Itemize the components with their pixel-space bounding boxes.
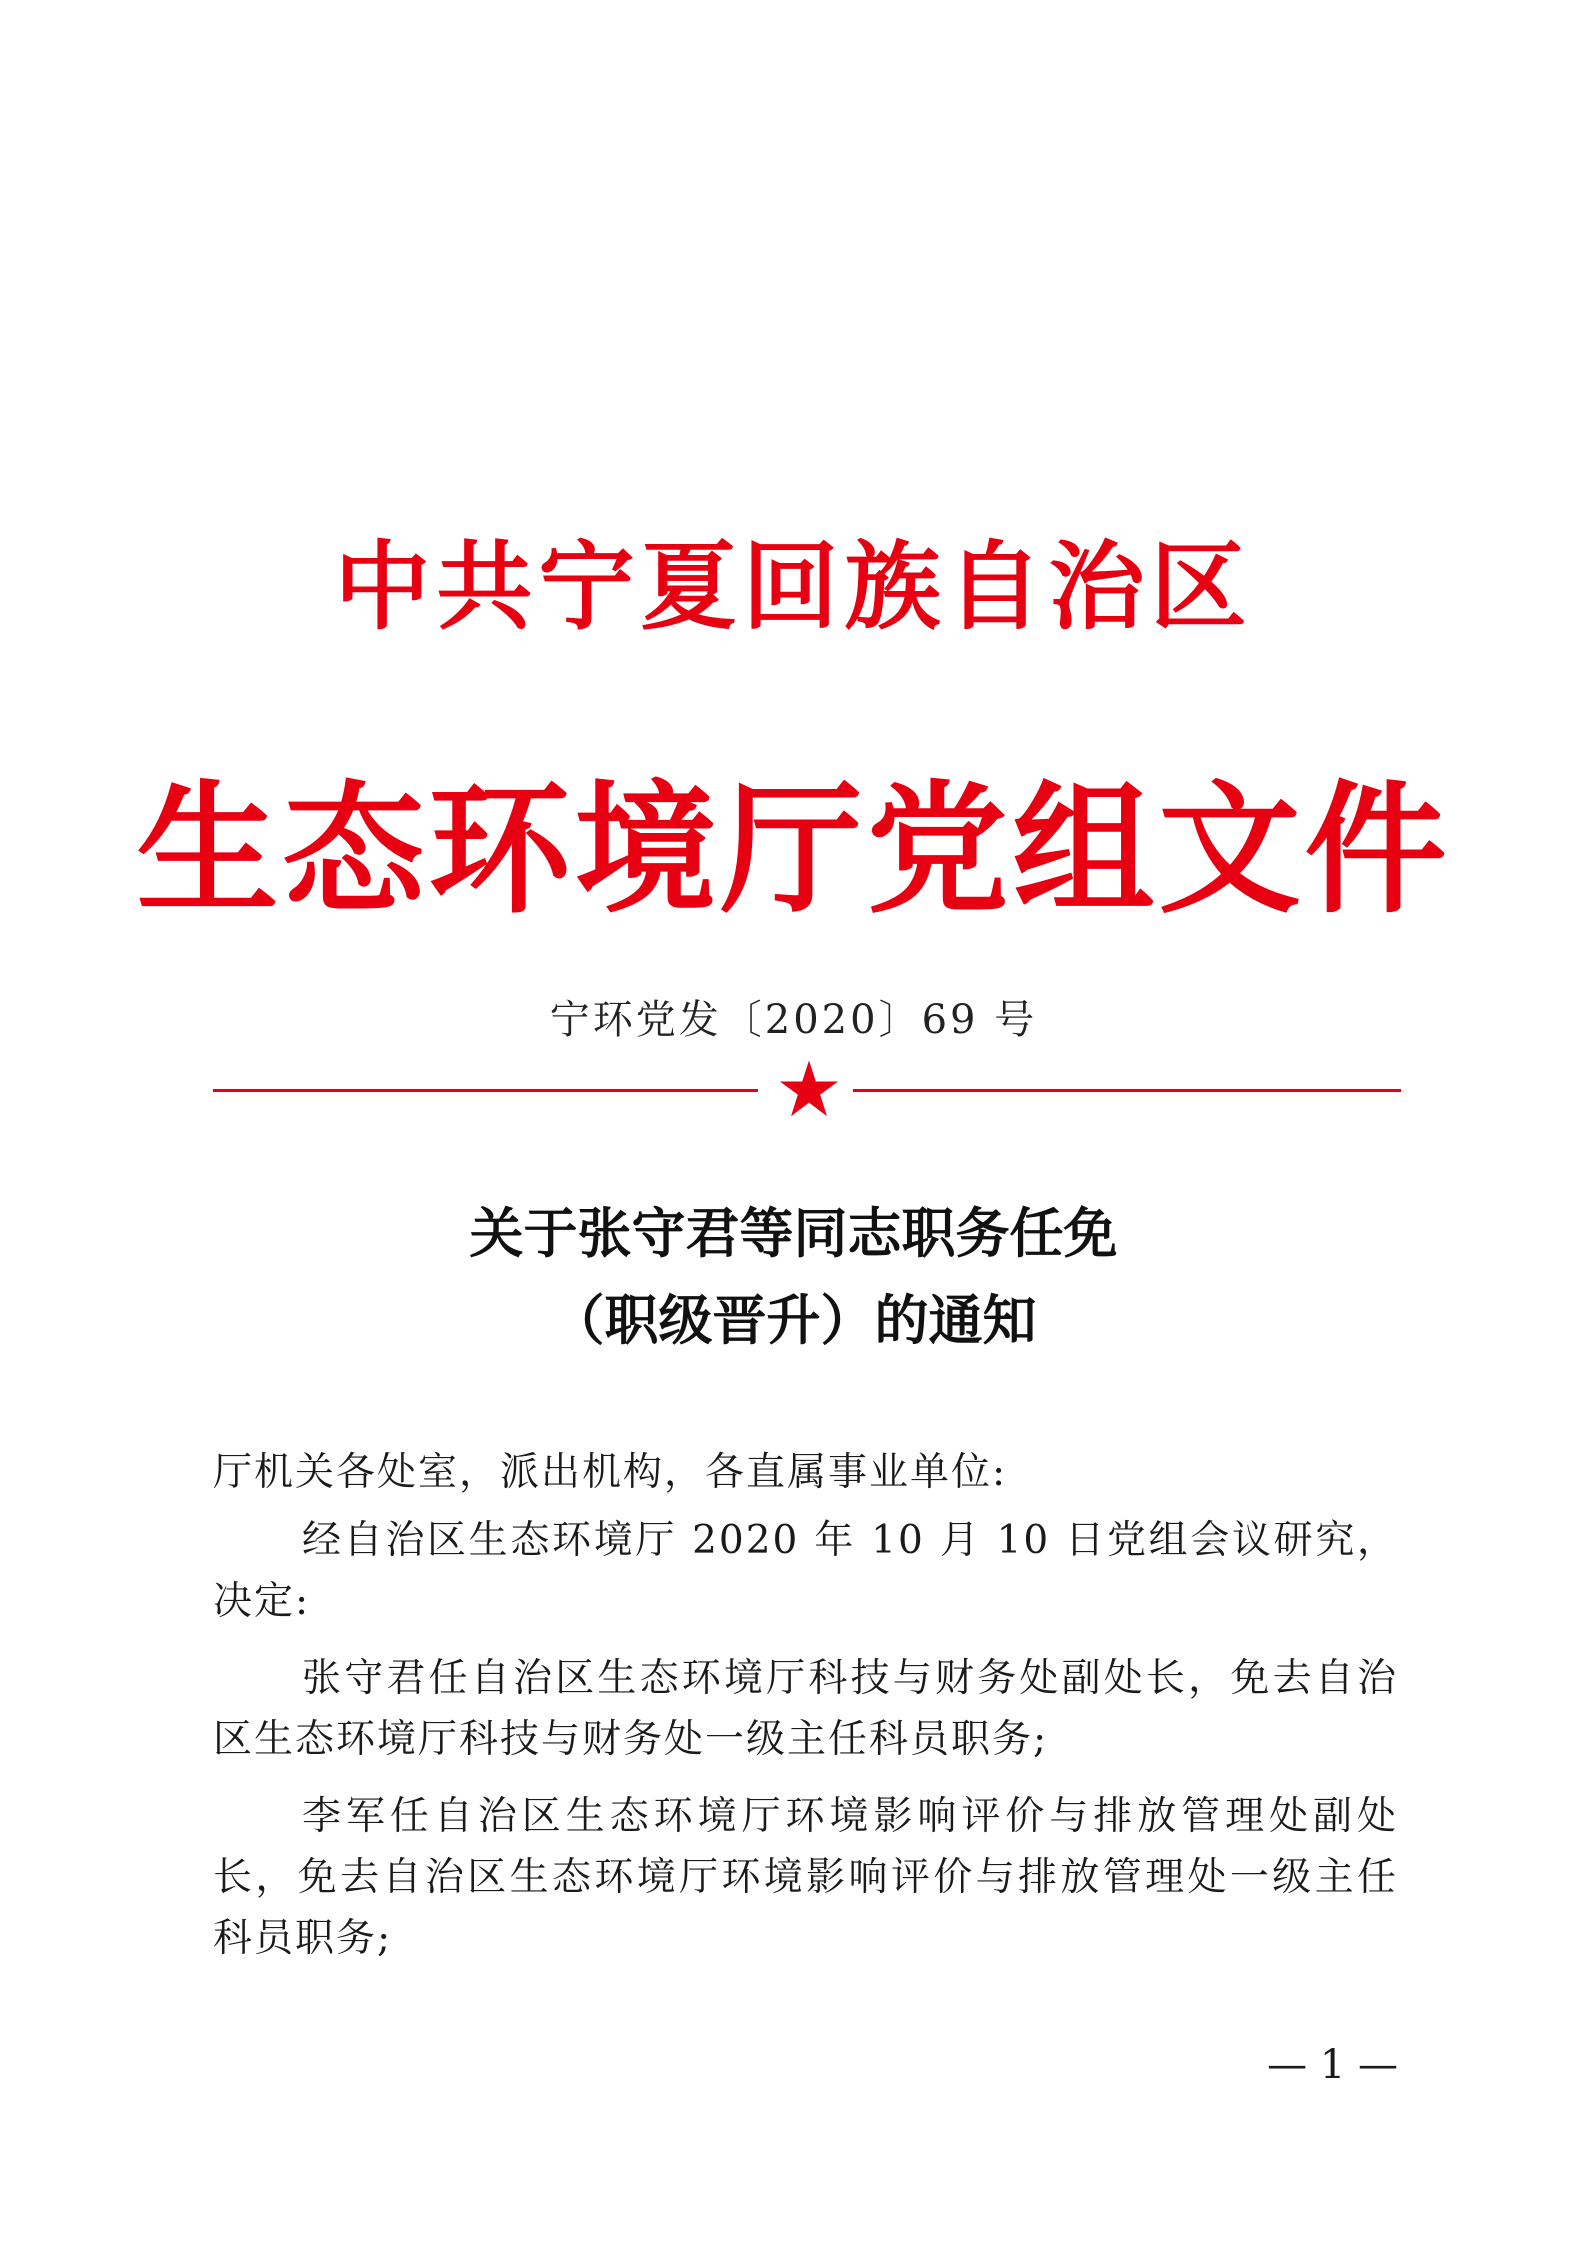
star-icon: [778, 1058, 840, 1120]
body-paragraph: 张守君任自治区生态环境厅科技与财务处副处长，免去自治区生态环境厅科技与财务处一级主任科员职务;: [213, 1656, 1398, 1762]
salutation: 厅机关各处室，派出机构，各直属事业单位:: [213, 1450, 1008, 1495]
page-number: — 1 —: [1267, 2042, 1398, 2088]
issuing-organization-line2: 生态环境厅党组文件: [136, 767, 1451, 933]
red-separator-right: [853, 1089, 1401, 1092]
body-paragraph: 李军任自治区生态环境厅环境影响评价与排放管理处副处长，免去自治区生态环境厅环境影响评价与排放管理处一级主任科员职务;: [213, 1794, 1398, 1961]
issuing-organization-line1: 中共宁夏回族自治区: [334, 531, 1253, 643]
notice-title-line1: 关于张守君等同志职务任免: [469, 1201, 1118, 1265]
body-paragraph: 经自治区生态环境厅 2020 年 10 月 10 日党组会议研究，决定:: [213, 1518, 1398, 1624]
red-separator-left: [213, 1089, 758, 1092]
notice-title-line2: （职级晋升）的通知: [550, 1288, 1037, 1352]
document-number: 宁环党发〔2020〕69 号: [549, 997, 1038, 1043]
